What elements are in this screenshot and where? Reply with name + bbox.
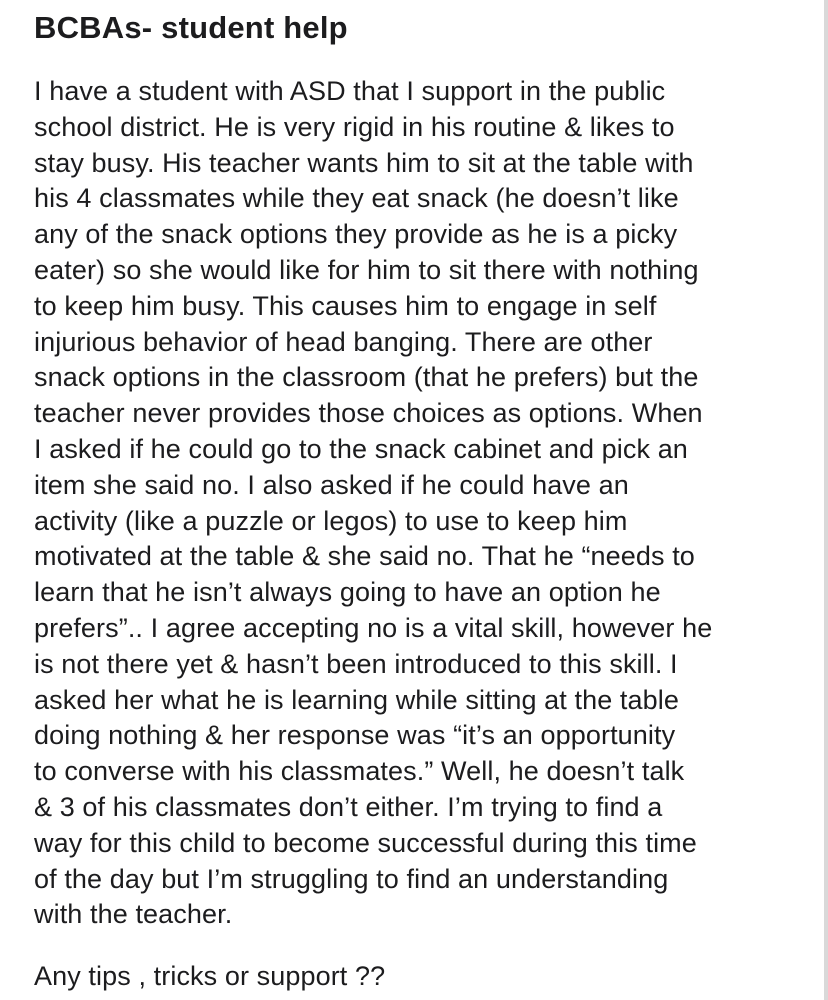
post-body-line: activity (like a puzzle or legos) to use to keep him xyxy=(34,505,628,536)
post-body-line: eater) so she would like for him to sit there with nothing xyxy=(34,254,699,285)
post-body-line: snack options in the classroom (that he prefers) but the xyxy=(34,362,699,393)
post-body-line: I have a student with ASD that I support in the public xyxy=(34,76,666,106)
post-body-line: with the teacher. xyxy=(34,899,233,930)
post-body-line: his 4 classmates while they eat snack (he doesn’t like xyxy=(34,183,679,214)
scroll-edge-divider xyxy=(824,0,828,1000)
post-body-line: doing nothing & her response was “it’s an opportunity xyxy=(34,720,676,751)
post-body-line: teacher never provides those choices as options. When xyxy=(34,398,703,429)
post-body-line: way for this child to become successful during this time xyxy=(34,827,697,858)
post-body-line: & 3 of his classmates don’t either. I’m trying to find a xyxy=(34,791,663,822)
post-body-line: stay busy. His teacher wants him to sit at the table with xyxy=(34,147,694,178)
post-body-line: school district. He is very rigid in his routine & likes to xyxy=(34,111,675,142)
post-body-line: to converse with his classmates.” Well, he doesn’t talk xyxy=(34,756,685,787)
post-body-line: asked her what he is learning while sitting at the table xyxy=(34,684,679,715)
post-body xyxy=(34,74,824,933)
post-closing-question: Any tips , tricks or support ?? xyxy=(34,961,386,991)
post-body-line: any of the snack options they provide as he is a picky xyxy=(34,219,678,250)
post-body-line: prefers”.. I agree accepting no is a vital skill, however he xyxy=(34,612,713,643)
post-body-line: is not there yet & hasn’t been introduced to this skill. I xyxy=(34,648,678,679)
post-body-line: to keep him busy. This causes him to engage in self xyxy=(34,290,657,321)
post-body-line: I asked if he could go to the snack cabinet and pick an xyxy=(34,433,688,464)
post-body-line: learn that he isn’t always going to have an option he xyxy=(34,577,661,608)
post-body-line: item she said no. I also asked if he could have an xyxy=(34,469,629,500)
post-body-line: motivated at the table & she said no. That he “needs to xyxy=(34,541,695,572)
post-body-line: injurious behavior of head banging. There are other xyxy=(34,326,653,357)
post-title: BCBAs- student help xyxy=(34,10,348,45)
post-body-line: of the day but I’m struggling to find an understanding xyxy=(34,863,669,894)
